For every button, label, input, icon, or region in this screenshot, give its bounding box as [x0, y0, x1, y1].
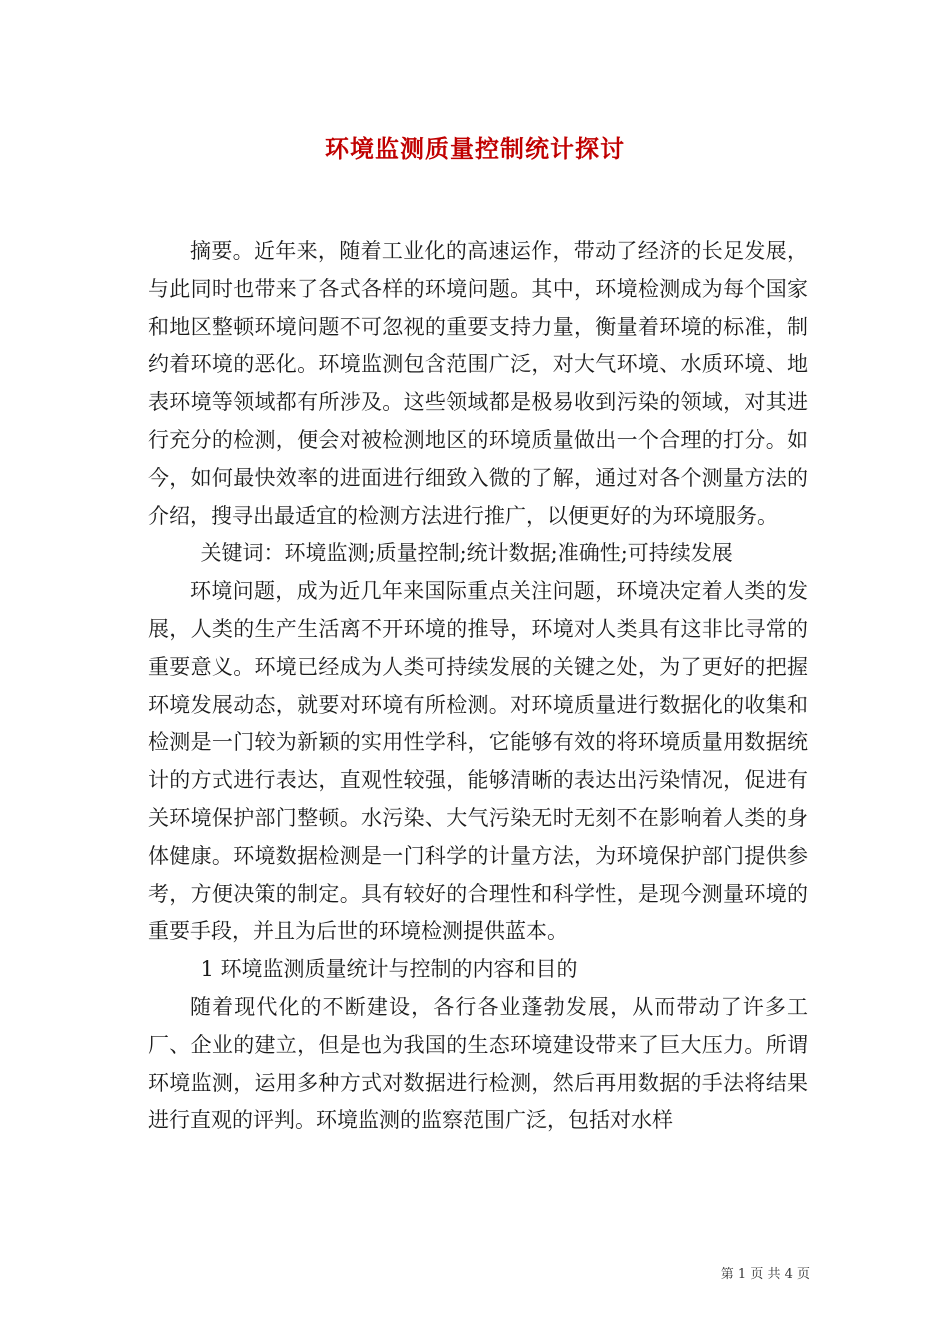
- document-title: 环境监测质量控制统计探讨: [325, 134, 625, 163]
- keywords-line: 关键词：环境监测;质量控制;统计数据;准确性;可持续发展: [200, 541, 733, 566]
- document-body: [148, 233, 808, 1140]
- section-heading: 1 环境监测质量统计与控制的内容和目的: [200, 957, 578, 982]
- section-paragraph: 随着现代化的不断建设，各行各业蓬勃发展，从而带动了许多工厂、企业的建立，但是也为我国的生态环境建设带来了巨大压力。所谓环境监测，运用多种方式对数据进行检测，然后再用数据的手法将结果进行直观的评判。环境监测的监察范围广泛，包括对水样: [148, 994, 808, 1133]
- page-number-footer: 第 1 页 共 4 页: [720, 1267, 810, 1282]
- intro-paragraph: 环境问题，成为近几年来国际重点关注问题，环境决定着人类的发展，人类的生产生活离不开环境的推导，环境对人类具有这非比寻常的重要意义。环境已经成为人类可持续发展的关键之处，为了更好的把握环境发展动态，就要对环境有所检测。对环境质量进行数据化的收集和检测是一门较为新颖的实用性学科，它能够有效的将环境质量用数据统计的方式进行表达，直观性较强，能够清晰的表达出污染情况，促进有关环境保护部门整顿。水污染、大气污染无时无刻不在影响着人类的身体健康。环境数据检测是一门科学的计量方法，为环境保护部门提供参考，方便决策的制定。具有较好的合理性和科学性，是现今测量环境的重要手段，并且为后世的环境检测提供蓝本。: [148, 579, 808, 944]
- abstract-paragraph: 摘要。近年来，随着工业化的高速运作，带动了经济的长足发展，与此同时也带来了各式各样的环境问题。其中，环境检测成为每个国家和地区整顿环境问题不可忽视的重要支持力量，衡量着环境的标准，制约着环境的恶化。环境监测包含范围广泛，对大气环境、水质环境、地表环境等领域都有所涉及。这些领域都是极易收到污染的领域，对其进行充分的检测，便会对被检测地区的环境质量做出一个合理的打分。如今，如何最快效率的进面进行细致入微的了解，通过对各个测量方法的介绍，搜寻出最适宜的检测方法进行推广，以便更好的为环境服务。: [148, 239, 808, 528]
